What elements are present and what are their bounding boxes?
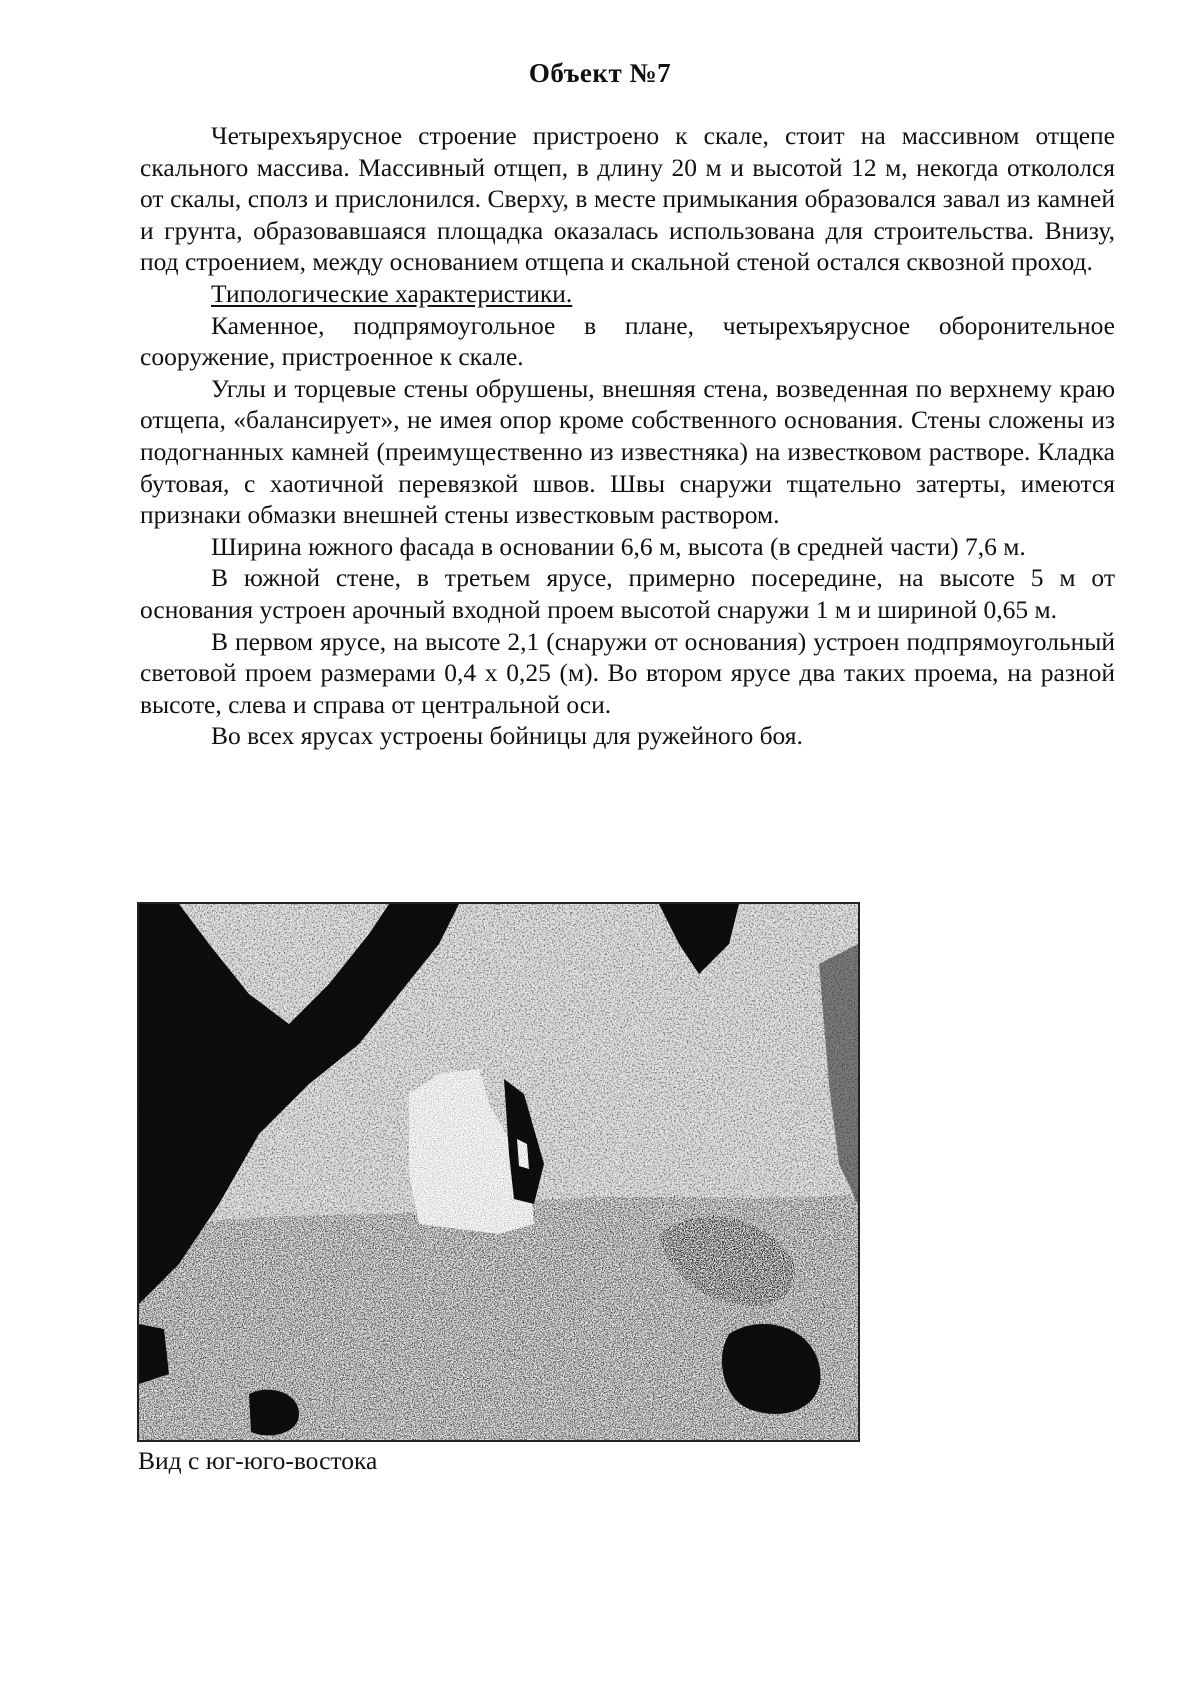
section-heading-typology: Типологические характеристики. (211, 278, 573, 308)
photo-image (139, 904, 858, 1440)
page-title: Объект №7 (528, 58, 672, 88)
photo-caption: Вид с юг-юго-востока (138, 1446, 378, 1475)
paragraph-entrance: В южной стене, в третьем ярусе, примерно посередине, на высоте 5 м от основания устроен арочный входной проем высотой снаружи 1 м и шириной 0,65 м. (140, 563, 1115, 624)
photo-tower-view (137, 902, 860, 1442)
paragraph-facade-size: Ширина южного фасада в основании 6,6 м, высота (в средней части) 7,6 м. (211, 531, 1026, 561)
paragraph-loopholes: Во всех ярусах устроены бойницы для ружейного боя. (211, 721, 803, 751)
body-text (140, 120, 1115, 752)
paragraph-walls: Углы и торцевые стены обрушены, внешняя стена, возведенная по верхнему краю отщепа, «балансирует», не имея опор кроме собственного основания. Стены сложены из подогнанных камней (преимущественно из известняка) на известковом растворе. Кладка бутовая, с хаотичной перевязкой швов. Швы снаружи тщательно затерты, имеются признаки обмазки внешней стены известковым раствором. (140, 373, 1115, 530)
paragraph-description: Четырехъярусное строение пристроено к скале, стоит на массивном отщепе скального массива. Массивный отщеп, в длину 20 м и высотой 12 м, некогда откололся от скалы, сполз и прислонился. Сверху, в месте примыкания образовался завал из камней и грунта, образовавшаяся площадка оказалась использована для строительства. Внизу, под строением, между основанием отщепа и скальной стеной остался сквозной проход. (140, 121, 1115, 277)
paragraph-openings: В первом ярусе, на высоте 2,1 (снаружи от основания) устроен подпрямоугольный световой проем размерами 0,4 х 0,25 (м). Во втором ярусе два таких проема, на разной высоте, слева и справа от центральной оси. (140, 626, 1115, 719)
paragraph-typology: Каменное, подпрямоугольное в плане, четырехъярусное оборонительное сооружение, пристроенное к скале. (140, 310, 1115, 372)
